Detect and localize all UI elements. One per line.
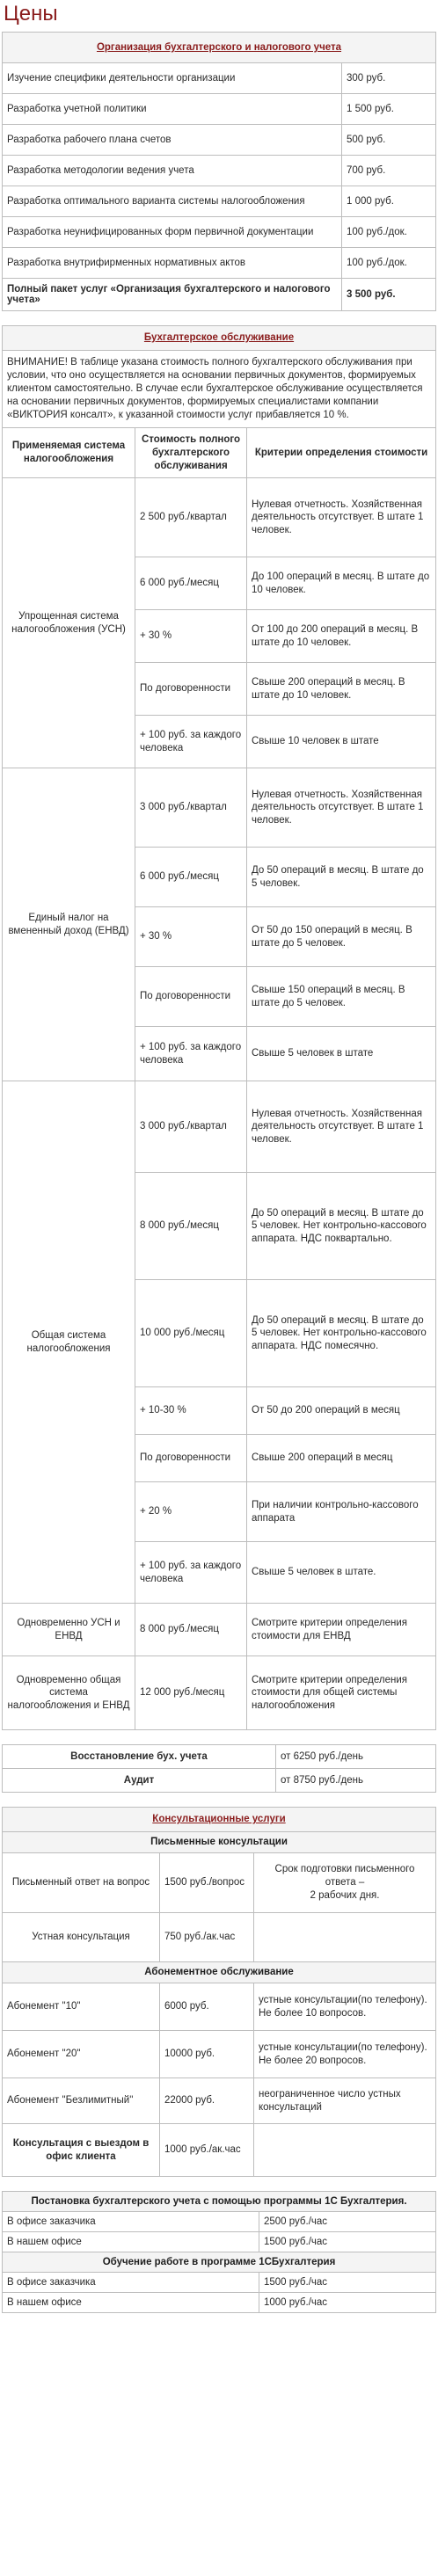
service-cell: Письменный ответ на вопрос <box>3 1853 160 1913</box>
service-cell: Разработка методологии ведения учета <box>3 156 342 186</box>
price-cell: 1500 руб./час <box>259 2273 436 2293</box>
criteria-cell: При наличии контрольно-кассового аппарата <box>247 1482 436 1542</box>
tax-system-cell: Одновременно УСН и ЕНВД <box>3 1604 135 1656</box>
note-cell: устные консультации(по телефону). Не более 20 вопросов. <box>254 2031 436 2078</box>
price-cell: 1000 руб./час <box>259 2293 436 2313</box>
service-cell: Разработка оптимального варианта системы налогообложения <box>3 186 342 217</box>
table-row <box>3 1983 436 2031</box>
criteria-cell: От 50 до 200 операций в месяц <box>247 1387 436 1435</box>
criteria-cell: До 50 операций в месяц. В штате до 5 человек. Нет контрольно-кассового аппарата. НДС поквартально. <box>247 1173 436 1280</box>
price-cell: 10 000 руб./месяц <box>135 1280 247 1387</box>
price-cell: 10000 руб. <box>160 2031 254 2078</box>
tax-system-cell: Упрощенная система налогообложения (УСН) <box>3 478 135 768</box>
criteria-cell: Свыше 150 операций в месяц. В штате до 5 человек. <box>247 967 436 1027</box>
total-price-cell: 3 500 руб. <box>342 279 436 311</box>
criteria-cell: Смотрите критерии определения стоимости для ЕНВД <box>247 1604 436 1656</box>
note-cell <box>254 1913 436 1962</box>
table-row <box>3 2293 436 2313</box>
table-row <box>3 1081 436 1173</box>
criteria-cell: До 50 операций в месяц. В штате до 5 человек. <box>247 848 436 907</box>
page-title: Цены <box>4 2 58 25</box>
service-cell: Разработка внутрифирменных нормативных актов <box>3 248 342 279</box>
price-cell: 1500 руб./час <box>259 2232 436 2252</box>
consulting-caption: Консультационные услуги <box>3 1808 436 1832</box>
accounting-setup-caption: Организация бухгалтерского и налогового учета <box>3 33 436 63</box>
table-row <box>3 125 436 156</box>
price-cell: 300 руб. <box>342 63 436 94</box>
criteria-cell: До 50 операций в месяц. В штате до 5 человек. Нет контрольно-кассового аппарата. НДС помесячно. <box>247 1280 436 1387</box>
criteria-cell: Свыше 10 человек в штате <box>247 716 436 768</box>
table-row <box>3 217 436 248</box>
service-cell: Консультация с выездом в офис клиента <box>3 2124 160 2177</box>
table-row <box>3 2232 436 2252</box>
price-cell: 100 руб./док. <box>342 248 436 279</box>
total-service-cell: Полный пакет услуг «Организация бухгалтерского и налогового учета» <box>3 279 342 311</box>
note-cell: Срок подготовки письменного ответа – 2 рабочих дня. <box>254 1853 436 1913</box>
criteria-cell: От 100 до 200 операций в месяц. В штате до 10 человек. <box>247 610 436 663</box>
criteria-cell: До 100 операций в месяц. В штате до 10 человек. <box>247 557 436 610</box>
service-cell: Восстановление бух. учета <box>3 1745 276 1769</box>
table-header-row <box>3 427 436 478</box>
subscription-header: Абонементное обслуживание <box>3 1962 436 1983</box>
tax-system-cell: Общая система налогообложения <box>3 1081 135 1604</box>
written-consulting-header: Письменные консультации <box>3 1832 436 1853</box>
service-cell: В офисе заказчика <box>3 2273 259 2293</box>
table-row <box>3 1604 436 1656</box>
price-cell: 6000 руб. <box>160 1983 254 2031</box>
column-header: Применяемая система налогообложения <box>3 427 135 478</box>
price-cell: 1500 руб./вопрос <box>160 1853 254 1913</box>
accounting-setup-table <box>2 32 436 311</box>
service-cell: Абонемент "Безлимитный" <box>3 2078 160 2124</box>
price-cell: 500 руб. <box>342 125 436 156</box>
price-cell: 2 500 руб./квартал <box>135 478 247 557</box>
criteria-cell: Смотрите критерии определения стоимости для общей системы налогообложения <box>247 1656 436 1730</box>
criteria-cell: Свыше 200 операций в месяц <box>247 1435 436 1482</box>
price-cell: + 30 % <box>135 610 247 663</box>
table-row <box>3 1913 436 1962</box>
price-cell: 3 000 руб./квартал <box>135 1081 247 1173</box>
table-row <box>3 1853 436 1913</box>
service-cell: В офисе заказчика <box>3 2212 259 2232</box>
table-row <box>3 248 436 279</box>
price-cell: По договоренности <box>135 663 247 716</box>
table-row <box>3 478 436 557</box>
criteria-cell: Свыше 200 операций в месяц. В штате до 10 человек. <box>247 663 436 716</box>
service-cell: Аудит <box>3 1769 276 1793</box>
price-cell: 8 000 руб./месяц <box>135 1604 247 1656</box>
price-cell: + 30 % <box>135 907 247 967</box>
criteria-cell: Нулевая отчетность. Хозяйственная деятельность отсутствует. В штате 1 человек. <box>247 768 436 848</box>
price-cell: 100 руб./док. <box>342 217 436 248</box>
price-cell: 12 000 руб./месяц <box>135 1656 247 1730</box>
price-cell: По договоренности <box>135 1435 247 1482</box>
price-cell: от 6250 руб./день <box>276 1745 436 1769</box>
note-cell: неограниченное число устных консультаций <box>254 2078 436 2124</box>
service-cell: Устная консультация <box>3 1913 160 1962</box>
service-cell: Абонемент "10" <box>3 1983 160 2031</box>
price-cell: 8 000 руб./месяц <box>135 1173 247 1280</box>
price-cell: 3 000 руб./квартал <box>135 768 247 848</box>
price-cell: 1 500 руб. <box>342 94 436 125</box>
price-cell: 1000 руб./ак.час <box>160 2124 254 2177</box>
price-cell: 2500 руб./час <box>259 2212 436 2232</box>
table-row <box>3 2273 436 2293</box>
price-cell: + 10-30 % <box>135 1387 247 1435</box>
service-cell: Изучение специфики деятельности организации <box>3 63 342 94</box>
price-cell: 22000 руб. <box>160 2078 254 2124</box>
onec-training-header: Обучение работе в программе 1СБухгалтерия <box>3 2252 436 2273</box>
service-cell: В нашем офисе <box>3 2232 259 2252</box>
table-row <box>3 63 436 94</box>
column-header: Стоимость полного бухгалтерского обслуживания <box>135 427 247 478</box>
accounting-service-caption: Бухгалтерское обслуживание <box>3 326 436 351</box>
price-cell: 6 000 руб./месяц <box>135 557 247 610</box>
service-cell: В нашем офисе <box>3 2293 259 2313</box>
note-cell: устные консультации(по телефону). Не более 10 вопросов. <box>254 1983 436 2031</box>
service-cell: Разработка рабочего плана счетов <box>3 125 342 156</box>
criteria-cell: Нулевая отчетность. Хозяйственная деятельность отсутствует. В штате 1 человек. <box>247 478 436 557</box>
criteria-cell: Свыше 5 человек в штате. <box>247 1542 436 1604</box>
tax-system-cell: Единый налог на вмененный доход (ЕНВД) <box>3 768 135 1081</box>
price-cell: + 100 руб. за каждого человека <box>135 1542 247 1604</box>
table-row <box>3 2078 436 2124</box>
criteria-cell: От 50 до 150 операций в месяц. В штате до 5 человек. <box>247 907 436 967</box>
price-cell: По договоренности <box>135 967 247 1027</box>
onec-table <box>2 2191 436 2313</box>
price-cell: + 100 руб. за каждого человека <box>135 716 247 768</box>
column-header: Критерии определения стоимости <box>247 427 436 478</box>
service-cell: Разработка учетной политики <box>3 94 342 125</box>
table-row <box>3 768 436 848</box>
service-cell: Абонемент "20" <box>3 2031 160 2078</box>
accounting-service-table <box>2 325 436 1730</box>
price-cell: + 100 руб. за каждого человека <box>135 1027 247 1081</box>
table-row <box>3 1656 436 1730</box>
note-cell <box>254 2124 436 2177</box>
criteria-cell: Нулевая отчетность. Хозяйственная деятельность отсутствует. В штате 1 человек. <box>247 1081 436 1173</box>
price-cell: от 8750 руб./день <box>276 1769 436 1793</box>
price-cell: 750 руб./ак.час <box>160 1913 254 1962</box>
table-row <box>3 94 436 125</box>
onec-setup-header: Постановка бухгалтерского учета с помощью программы 1С Бухгалтерия. <box>3 2192 436 2212</box>
accounting-service-notice: ВНИМАНИЕ! В таблице указана стоимость полного бухгалтерского обслуживания при условии, что оно осуществляется на основании первичных документов, формируемых клиентом самостоятельно. В случае если бухгалтерское обслуживание осуществляется на основании первичных документов, формируемых специалистами компании «ВИКТОРИЯ консалт», к указанной стоимости услуг прибавляется 10 %. <box>3 350 436 427</box>
table-row <box>3 2212 436 2232</box>
consulting-table <box>2 1807 436 2177</box>
price-cell: + 20 % <box>135 1482 247 1542</box>
service-cell: Разработка неунифицированных форм первичной документации <box>3 217 342 248</box>
restore-audit-table <box>2 1744 436 1793</box>
price-cell: 1 000 руб. <box>342 186 436 217</box>
price-cell: 6 000 руб./месяц <box>135 848 247 907</box>
table-row <box>3 186 436 217</box>
table-row <box>3 2031 436 2078</box>
table-row <box>3 156 436 186</box>
table-row <box>3 1769 436 1793</box>
total-row <box>3 279 436 311</box>
criteria-cell: Свыше 5 человек в штате <box>247 1027 436 1081</box>
table-row <box>3 2124 436 2177</box>
price-cell: 700 руб. <box>342 156 436 186</box>
table-row <box>3 1745 436 1769</box>
tax-system-cell: Одновременно общая система налогообложения и ЕНВД <box>3 1656 135 1730</box>
